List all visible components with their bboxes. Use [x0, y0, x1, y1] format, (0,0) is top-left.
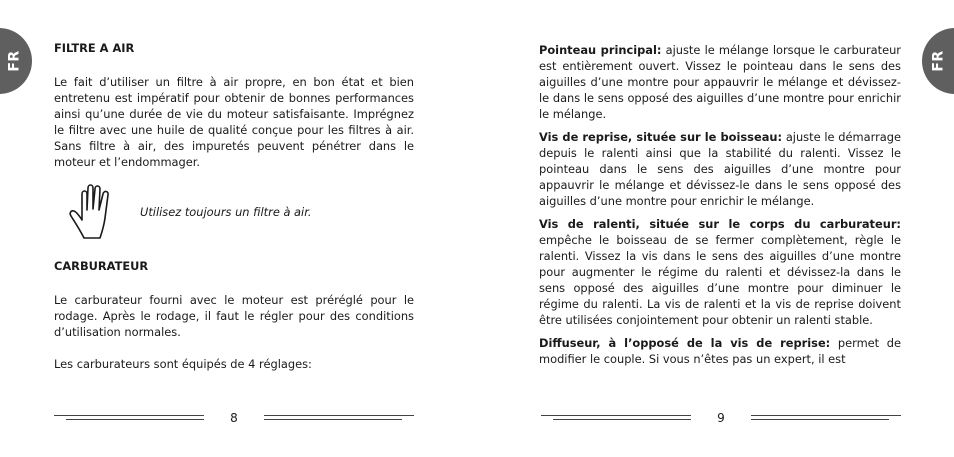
page-footer	[54, 406, 414, 430]
language-tab	[0, 28, 32, 94]
right-page-content	[539, 42, 901, 367]
main-needle-text: ajuste le mélange lorsque le carburateur est entièrement ouvert. Vissez le pointeau dans le sens des aiguilles d’une montre pour appauvrir le mélange et dévissez-le dans le sens opposé des aiguilles d’une montre pour enrichir le mélange.	[539, 43, 901, 121]
page-number: 8	[230, 411, 238, 425]
left-page-content	[54, 40, 414, 372]
section-title-air-filter: FILTRE A AIR	[54, 41, 135, 55]
footer-rule-left	[54, 415, 204, 421]
hand-warning-icon	[62, 180, 126, 244]
carburetor-settings-intro: Les carburateurs sont équipés de 4 réglages:	[54, 357, 312, 371]
footer-rule-left	[541, 415, 691, 421]
footer-rule-right	[751, 415, 901, 421]
air-bleed-screw-text: ajuste le démarrage depuis le ralenti ainsi que la stabilité du ralenti. Vissez le pointeau dans le sens des aiguilles d’une montre pour appauvrir le mélange et dévissez-le dans le sens opposé des aiguilles d’une montre pour enrichir le mélange.	[539, 130, 901, 208]
main-needle-paragraph	[539, 42, 901, 122]
language-tab-label: FR	[931, 50, 947, 72]
carburetor-paragraph: Le carburateur fourni avec le moteur est préréglé pour le rodage. Après le rodage, il faut le régler pour des conditions d’utilisation normales.	[54, 293, 414, 339]
footer-rule-right	[264, 415, 414, 421]
language-tab-label: FR	[7, 50, 23, 72]
language-tab	[922, 28, 954, 94]
diffuser-text: permet de modifier le couple. Si vous n’êtes pas un expert, il est	[539, 336, 901, 366]
page-footer	[541, 406, 901, 430]
air-bleed-screw-label: Vis de reprise, située sur le boisseau:	[539, 130, 783, 144]
page-number: 9	[717, 411, 725, 425]
idle-screw-paragraph	[539, 216, 901, 328]
diffuser-label: Diffuseur, à l’opposé de la vis de reprise:	[539, 336, 831, 350]
idle-screw-text: empêche le boisseau de se fermer complètement, règle le ralenti. Vissez la vis dans le sens des aiguilles d’une montre pour augmenter le régime du ralenti et dévissez-la dans le sens opposé des aiguilles d’une montre pour diminuer le régime du ralenti. La vis de ralenti et la vis de reprise doivent être utilisées conjointement pour obtenir un ralenti stable.	[539, 233, 901, 327]
idle-screw-label: Vis de ralenti, située sur le corps du carburateur:	[539, 217, 901, 231]
right-page	[477, 0, 954, 457]
air-bleed-screw-paragraph	[539, 129, 901, 209]
note-text: Utilisez toujours un filtre à air.	[140, 205, 312, 219]
section-title-carburetor: CARBURATEUR	[54, 259, 149, 273]
diffuser-paragraph	[539, 335, 901, 367]
air-filter-paragraph: Le fait d’utiliser un filtre à air propre, en bon état et bien entretenu est impératif pour obtenir de bonnes performances ainsi qu’une durée de vie du moteur satisfaisante. Imprégnez le filtre avec une huile de qualité conçue pour les filtres à air. Sans filtre à air, des impuretés peuvent pénétrer dans le moteur et l’endommager.	[54, 75, 414, 169]
note	[54, 178, 414, 246]
main-needle-label: Pointeau principal:	[539, 43, 662, 57]
